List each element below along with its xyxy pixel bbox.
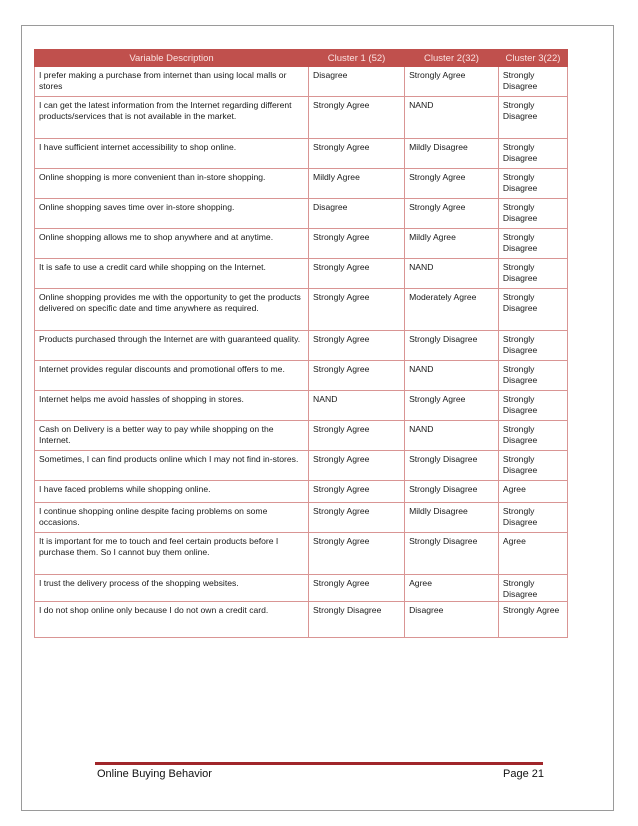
cell-cluster-1: Mildly Agree [309,169,405,199]
cell-cluster-1: NAND [309,391,405,421]
cell-description: I have sufficient internet accessibility to shop online. [35,139,309,169]
table-row [35,602,568,638]
cell-cluster-1: Strongly Agree [309,331,405,361]
table-row [35,289,568,331]
header-cluster-1: Cluster 1 (52) [309,50,405,67]
cell-cluster-3: Strongly Disagree [498,451,567,481]
cell-cluster-2: Disagree [405,602,499,638]
table-row [35,229,568,259]
cell-cluster-3: Strongly Disagree [498,391,567,421]
table-row [35,575,568,602]
cell-cluster-1: Strongly Agree [309,229,405,259]
cell-description: I trust the delivery process of the shopping websites. [35,575,309,602]
cell-cluster-3: Strongly Disagree [498,503,567,533]
table-row [35,421,568,451]
header-cluster-3: Cluster 3(22) [498,50,567,67]
cell-description: Internet provides regular discounts and promotional offers to me. [35,361,309,391]
cell-cluster-3: Strongly Disagree [498,229,567,259]
cell-cluster-1: Strongly Agree [309,481,405,503]
cell-cluster-2: Strongly Disagree [405,481,499,503]
cell-cluster-1: Disagree [309,199,405,229]
cell-description: I do not shop online only because I do not own a credit card. [35,602,309,638]
cell-description: Internet helps me avoid hassles of shopping in stores. [35,391,309,421]
table-row [35,503,568,533]
cell-cluster-2: NAND [405,259,499,289]
cell-cluster-2: Strongly Agree [405,391,499,421]
table-row [35,139,568,169]
cell-description: Online shopping saves time over in-store shopping. [35,199,309,229]
cell-description: Online shopping provides me with the opportunity to get the products delivered on specific date and time anywhere as required. [35,289,309,331]
cell-cluster-2: Strongly Disagree [405,451,499,481]
table-row [35,199,568,229]
cell-cluster-1: Strongly Agree [309,97,405,139]
cell-cluster-1: Strongly Agree [309,259,405,289]
table-row [35,97,568,139]
cell-cluster-3: Strongly Disagree [498,331,567,361]
cell-cluster-3: Strongly Disagree [498,97,567,139]
cell-cluster-2: NAND [405,361,499,391]
cell-cluster-3: Strongly Disagree [498,139,567,169]
cell-cluster-2: Agree [405,575,499,602]
table-row [35,361,568,391]
cell-cluster-3: Strongly Disagree [498,361,567,391]
header-variable-description: Variable Description [35,50,309,67]
cell-description: Products purchased through the Internet are with guaranteed quality. [35,331,309,361]
table-row [35,331,568,361]
cell-cluster-3: Strongly Disagree [498,67,567,97]
cell-cluster-1: Strongly Agree [309,575,405,602]
cell-cluster-1: Strongly Agree [309,289,405,331]
cell-cluster-2: Mildly Agree [405,229,499,259]
cell-cluster-3: Strongly Agree [498,602,567,638]
table-row [35,391,568,421]
cell-cluster-1: Strongly Agree [309,503,405,533]
cell-description: I continue shopping online despite facing problems on some occasions. [35,503,309,533]
cell-cluster-1: Strongly Agree [309,451,405,481]
footer-page-number: Page 21 [503,768,544,780]
header-cluster-2: Cluster 2(32) [405,50,499,67]
cell-cluster-2: NAND [405,421,499,451]
cluster-table [34,49,568,638]
cell-cluster-2: Moderately Agree [405,289,499,331]
cell-cluster-2: Strongly Agree [405,67,499,97]
cell-cluster-3: Agree [498,533,567,575]
cell-cluster-3: Strongly Disagree [498,199,567,229]
table-row [35,259,568,289]
table-row [35,451,568,481]
cell-description: It is important for me to touch and feel certain products before I purchase them. So I cannot buy them online. [35,533,309,575]
cell-cluster-2: Strongly Agree [405,199,499,229]
cell-description: Online shopping is more convenient than in-store shopping. [35,169,309,199]
table-row [35,169,568,199]
cell-cluster-3: Strongly Disagree [498,259,567,289]
table-header-row [35,50,568,67]
cell-description: I can get the latest information from the Internet regarding different products/services that is not available in the market. [35,97,309,139]
cell-cluster-3: Strongly Disagree [498,421,567,451]
cell-cluster-1: Strongly Agree [309,533,405,575]
cell-cluster-3: Strongly Disagree [498,575,567,602]
cell-description: It is safe to use a credit card while shopping on the Internet. [35,259,309,289]
cell-description: Sometimes, I can find products online which I may not find in-stores. [35,451,309,481]
table-row [35,533,568,575]
cell-cluster-3: Strongly Disagree [498,169,567,199]
cell-cluster-2: Mildly Disagree [405,503,499,533]
cell-cluster-2: Mildly Disagree [405,139,499,169]
cell-cluster-1: Disagree [309,67,405,97]
footer-rule [95,762,543,765]
cell-description: Cash on Delivery is a better way to pay while shopping on the Internet. [35,421,309,451]
table-row [35,481,568,503]
cell-cluster-1: Strongly Agree [309,361,405,391]
cell-cluster-3: Strongly Disagree [498,289,567,331]
table-row [35,67,568,97]
footer-title: Online Buying Behavior [97,768,212,780]
cell-cluster-2: Strongly Agree [405,169,499,199]
cell-description: I prefer making a purchase from internet than using local malls or stores [35,67,309,97]
cell-cluster-1: Strongly Agree [309,421,405,451]
cell-cluster-3: Agree [498,481,567,503]
cell-description: Online shopping allows me to shop anywhere and at anytime. [35,229,309,259]
cell-cluster-2: Strongly Disagree [405,533,499,575]
cell-cluster-2: Strongly Disagree [405,331,499,361]
cell-cluster-1: Strongly Agree [309,139,405,169]
cell-description: I have faced problems while shopping online. [35,481,309,503]
cell-cluster-2: NAND [405,97,499,139]
cell-cluster-1: Strongly Disagree [309,602,405,638]
